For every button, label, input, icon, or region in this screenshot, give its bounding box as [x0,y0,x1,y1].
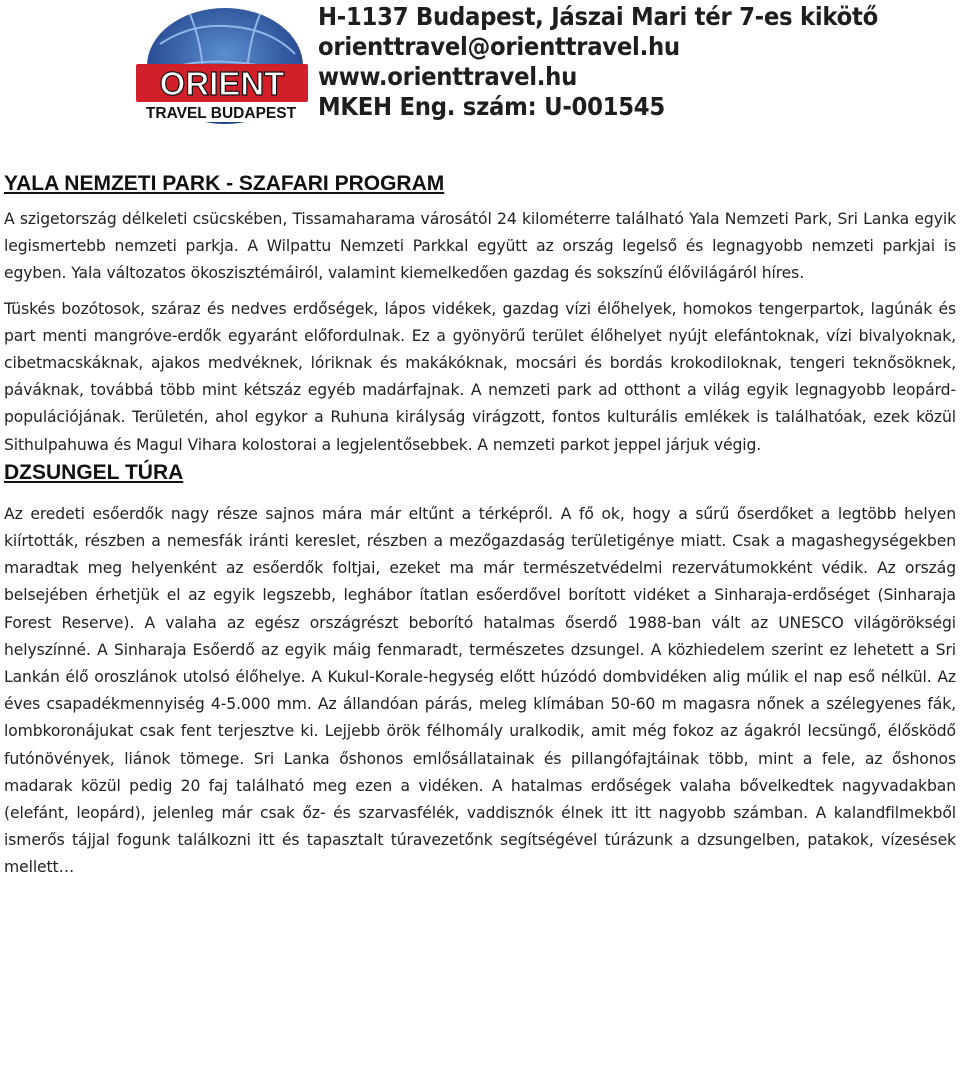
paragraph-jungle: Az eredeti esőerdők nagy része sajnos mára már eltűnt a térképről. A fő ok, hogy a sűrű őserdőket a legtöbb helyen kiírtották, részben a nemesfák iránti kereslet, részben a mezőgazdaság területigénye miatt. Csak a magashegységekben maradtak meg helyenként az esőerdők foltjai, ezeket ma már természetvédelmi rezervátumokként védik. Az ország belsejében érhetjük el az egyik legszebb, leghábor ítatlan esőerdővel borított vidéket a Sinharaja-erdőséget (Sinharaja Forest Reserve). A valaha az egész országrészt beborító hatalmas őserdő 1988-ban vált az UNESCO világörökségi helyszínné. A Sinharaja Esőerdő az egyik máig fenmaradt, természetes dzsungel. A közhiedelem szerint ez lehetett a Sri Lankán élő oroszlánok utolsó élőhelye. A Kukul-Korale-hegység előtt húzódó dombvidéken alig múlik el nap eső nélkül. Az éves csapadékmennyiség 4-5.000 mm. Az állandóan párás, meleg klímában 50-60 m magasra nőnek a szélegyenes fák, lombkoronájukat csak fent terjesztve ki. Lejjebb örök félhomály uralkodik, amit még fokoz az ágakról lecsüngő, élősködő futónövények, liánok tömege. Sri Lanka őshonos emlősállatainak és pillangófajtáinak több, mint a fele, az őshonos madarak közül pedig 20 faj található meg ezen a vidéken. A hatalmas erdőségek valaha bővelkedtek nagyvadakban (elefánt, leopárd), jelenleg már csak őz- és szarvasfélék, vaddisznók élnek itt itt nagyobb számban. A kalandfilmekből ismerős tájjal fogunk találkozni itt és tapasztalt túravezetőnk segítségével túrázunk a dzsungelben, patakok, vízesések mellett… [4,504,956,877]
logo-subtitle-text: TRAVEL BUDAPEST [145,105,297,122]
contact-block [318,2,920,122]
license-line: MKEH Eng. szám: U-001545 [318,92,665,121]
section-title-yala: YALA NEMZETI PARK - SZAFARI PROGRAM [4,172,445,195]
address-line: H-1137 Budapest, Jászai Mari tér 7-es kikötő [318,2,878,31]
page-header [0,0,960,140]
website-line[interactable]: www.orienttravel.hu [318,62,578,91]
paragraph-yala-habitats: Tüskés bozótosok, száraz és nedves erdőségek, lápos vidékek, gazdag vízi élőhelyek, homokos tengerpartok, lagúnák és part menti mangróve-erdők egyaránt előfordulnak. Ez a gyönyörű terület élőhelyet nyújt elefántoknak, vízi bivalyoknak, cibetmacskáknak, ajakos medvéknek, lóriknak és makákóknak, mocsári és bordás krokodiloknak, tengeri teknősöknek, páváknak, továbbá több mint kétszáz egyéb madárfajnak. A nemzeti park ad otthont a világ egyik legnagyobb leopárd-populációjának. Területén, ahol egykor a Ruhuna királyság virágzott, fontos kulturális emlékek is találhatóak, ezek közül Sithulpahuwa és Magul Vihara kolostorai a legjelentősebbek. A nemzeti parkot jeppel járjuk végig. [4,299,956,454]
orient-travel-logo [130,4,310,128]
paragraph-yala-intro: A szigetország délkeleti csücskében, Tissamaharama városától 24 kilométerre található Yala Nemzeti Park, Sri Lanka egyik legismertebb nemzeti parkja. A Wilpattu Nemzeti Parkkal együtt az ország legelső és legnagyobb nemzeti parkjai is egyben. Yala változatos ökoszisztémáiról, valamint kiemelkedően gazdag és sokszínű élővilágáról híres. [4,210,956,283]
document-body [4,170,956,882]
section-title-jungle: DZSUNGEL TÚRA [4,460,184,484]
logo-brand-text: ORIENT [159,65,285,102]
email-line[interactable]: orienttravel@orienttravel.hu [318,32,680,61]
